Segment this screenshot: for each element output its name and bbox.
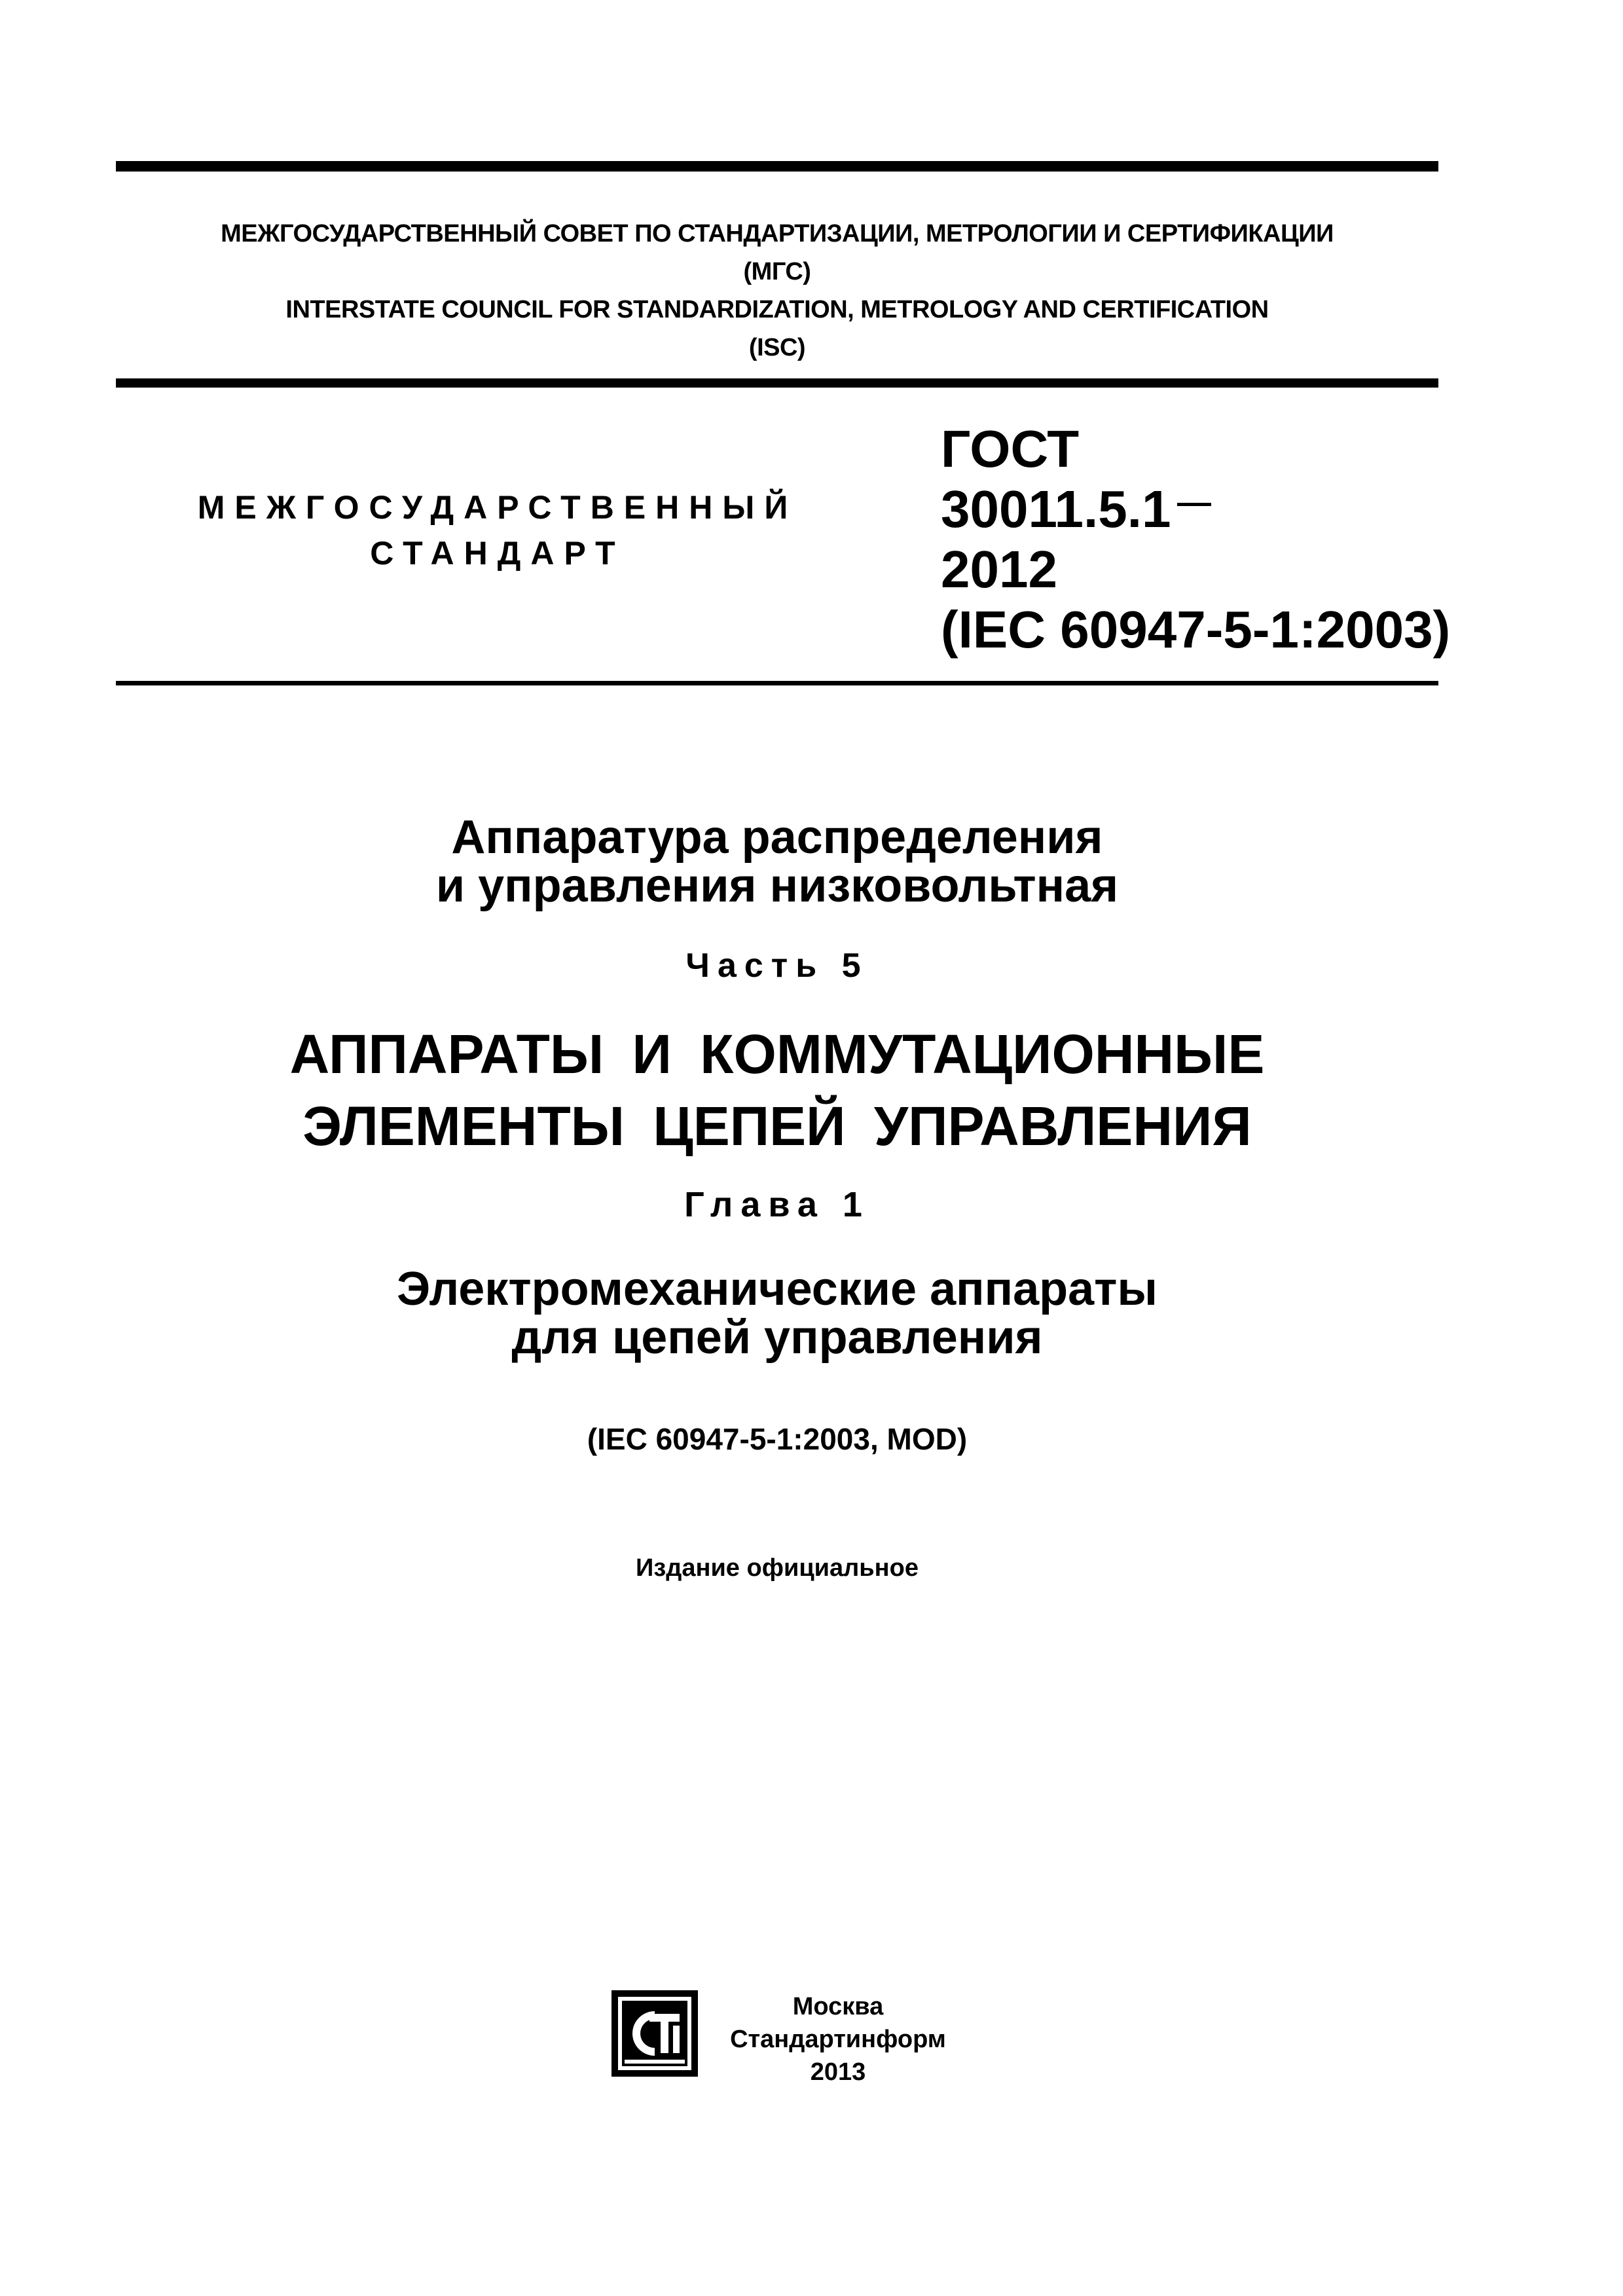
chapter-title-line2: для цепей управления <box>511 1311 1043 1364</box>
chapter-number: Глава 1 <box>684 1185 870 1224</box>
part-title-line2: ЭЛЕМЕНТЫ ЦЕПЕЙ УПРАВЛЕНИЯ <box>302 1095 1252 1157</box>
standard-code-number: 30011.5.1 <box>941 480 1171 538</box>
standard-type <box>157 484 838 576</box>
lower-rule <box>116 681 1438 685</box>
chapter-label <box>116 1182 1438 1228</box>
document-title <box>116 813 1438 910</box>
edition-note <box>116 1552 1438 1584</box>
publisher-city: Москва <box>792 1993 884 2020</box>
iec-reference-text: (IEC 60947-5-1:2003, MOD) <box>587 1422 968 1456</box>
standard-code-year: 2012 <box>941 540 1057 598</box>
council-name-ru: МЕЖГОСУДАРСТВЕННЫЙ СОВЕТ ПО СТАНДАРТИЗАЦИИ, МЕТРОЛОГИИ И СЕРТИФИКАЦИИ <box>221 220 1334 247</box>
title-line1: Аппаратура распределения <box>451 811 1103 864</box>
iec-reference <box>116 1419 1438 1459</box>
edition-text: Издание официальное <box>636 1554 919 1582</box>
standartinform-logo-icon <box>609 1988 701 2079</box>
council-name-en: INTERSTATE COUNCIL FOR STANDARDIZATION, METROLOGY AND CERTIFICATION <box>285 296 1269 323</box>
title-line2: и управления низковольтная <box>435 860 1119 912</box>
top-rule <box>116 161 1438 172</box>
chapter-title-line1: Электромеханические аппараты <box>397 1263 1158 1315</box>
standard-code <box>941 419 1451 660</box>
part-title-line1: АППАРАТЫ И КОММУТАЦИОННЫЕ <box>289 1023 1265 1085</box>
middle-rule <box>116 378 1438 388</box>
standard-code-iec: (IEC 60947-5-1:2003) <box>941 600 1451 659</box>
part-number: Часть 5 <box>685 947 869 985</box>
standard-type-line2: СТАНДАРТ <box>370 535 625 572</box>
standard-type-line1: МЕЖГОСУДАРСТВЕННЫЙ <box>197 489 798 526</box>
part-label <box>116 943 1438 989</box>
council-abbr-ru: (МГС) <box>743 258 811 285</box>
dash-mark <box>1177 503 1211 506</box>
publisher-year: 2013 <box>810 2058 866 2086</box>
chapter-title <box>116 1265 1438 1362</box>
part-title <box>116 1018 1438 1162</box>
council-header <box>116 215 1438 367</box>
publisher-block <box>727 1990 949 2088</box>
standard-code-prefix: ГОСТ <box>941 420 1080 478</box>
standard-code-number-line <box>941 479 1425 539</box>
publisher-name: Стандартинформ <box>730 2026 946 2053</box>
council-abbr-en: (ISC) <box>748 334 806 361</box>
